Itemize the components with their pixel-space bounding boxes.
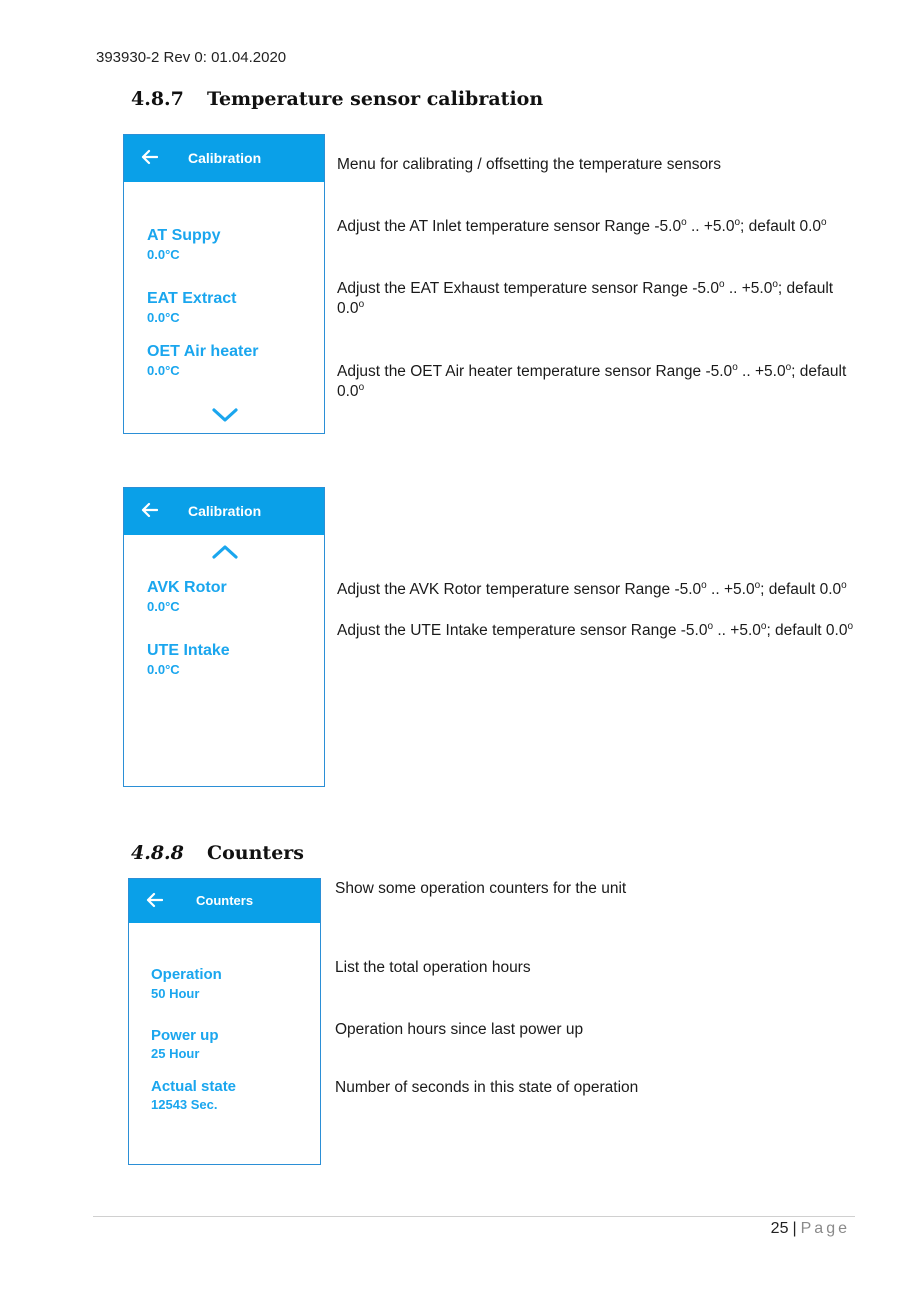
sensor-value: 0.0°C xyxy=(147,310,180,325)
screen-header-bar xyxy=(124,488,324,535)
sensor-name[interactable]: UTE Intake xyxy=(147,642,230,659)
screen-title: Counters xyxy=(196,893,254,908)
avk-sensor-desc: Adjust the AVK Rotor temperature sensor Range -5.0$^o$ .. $+5.0^o$; default 0.0$^o$ xyxy=(337,580,847,598)
actual-state-desc: Number of seconds in this state of operation xyxy=(335,1079,639,1096)
counter-name[interactable]: Power up xyxy=(151,1027,219,1044)
calibration-screen-1 xyxy=(123,134,325,434)
arrow-left-icon[interactable] xyxy=(140,149,158,170)
calibration-screen-2 xyxy=(123,487,325,787)
screen-header-bar xyxy=(129,879,320,923)
sensor-name[interactable]: OET Air heater xyxy=(147,343,259,360)
section-heading-calibration xyxy=(131,88,543,110)
arrow-left-icon[interactable] xyxy=(145,892,163,913)
sensor-name[interactable]: AT Suppy xyxy=(147,227,221,244)
sensor-value: 0.0°C xyxy=(147,599,180,614)
document-id: 393930-2 Rev 0: 01.04.2020 xyxy=(96,49,287,66)
page-label: Page xyxy=(800,1220,850,1237)
sensor-value: 0.0°C xyxy=(147,662,180,677)
operation-desc: List the total operation hours xyxy=(335,959,531,976)
oet-sensor-desc: Adjust the OET Air heater temperature sensor Range -5.0$^o$ .. $+5.0^o$; default 0.0$^o$ xyxy=(337,362,847,400)
counter-name[interactable]: Operation xyxy=(151,966,222,983)
page-footer xyxy=(771,1220,850,1238)
section-heading-counters xyxy=(131,842,304,864)
counter-value: 50 Hour xyxy=(151,986,200,1001)
sensor-name[interactable]: AVK Rotor xyxy=(147,579,227,596)
section-title: Counters xyxy=(207,842,304,864)
screen-title: Calibration xyxy=(188,503,262,519)
chevron-down-icon[interactable] xyxy=(211,407,239,428)
counter-value: 12543 Sec. xyxy=(151,1097,218,1112)
section-number: 4.8.7 xyxy=(131,88,184,110)
section-number: 4.8.8 xyxy=(131,842,184,864)
footer-separator: | xyxy=(792,1220,797,1237)
calibration-menu-desc: Menu for calibrating / offsetting the temperature sensors xyxy=(337,156,721,173)
counter-value: 25 Hour xyxy=(151,1046,200,1061)
counters-screen xyxy=(128,878,321,1165)
eat-sensor-desc: Adjust the EAT Exhaust temperature sensor Range -5.0$^o$ .. $+5.0^o$; default 0.0$^o$ xyxy=(337,279,834,317)
at-sensor-desc: Adjust the AT Inlet temperature sensor Range -5.0$^o$ .. $+5.0^o$; default 0.0$^o$ xyxy=(337,217,827,235)
footer-divider xyxy=(93,1216,855,1217)
arrow-left-icon[interactable] xyxy=(140,502,158,523)
power-up-desc: Operation hours since last power up xyxy=(335,1021,584,1038)
counters-intro-desc: Show some operation counters for the unit xyxy=(335,880,627,897)
sensor-value: 0.0°C xyxy=(147,363,180,378)
sensor-value: 0.0°C xyxy=(147,247,180,262)
chevron-up-icon[interactable] xyxy=(211,544,239,565)
section-title: Temperature sensor calibration xyxy=(207,88,544,110)
page-number: 25 xyxy=(770,1220,789,1237)
counter-name[interactable]: Actual state xyxy=(151,1078,237,1095)
sensor-name[interactable]: EAT Extract xyxy=(147,290,237,307)
screen-title: Calibration xyxy=(188,150,262,166)
ute-sensor-desc: Adjust the UTE Intake temperature sensor Range -5.0$^o$ .. $+5.0^o$; default 0.0$^o$ xyxy=(337,621,854,639)
screen-header-bar xyxy=(124,135,324,182)
